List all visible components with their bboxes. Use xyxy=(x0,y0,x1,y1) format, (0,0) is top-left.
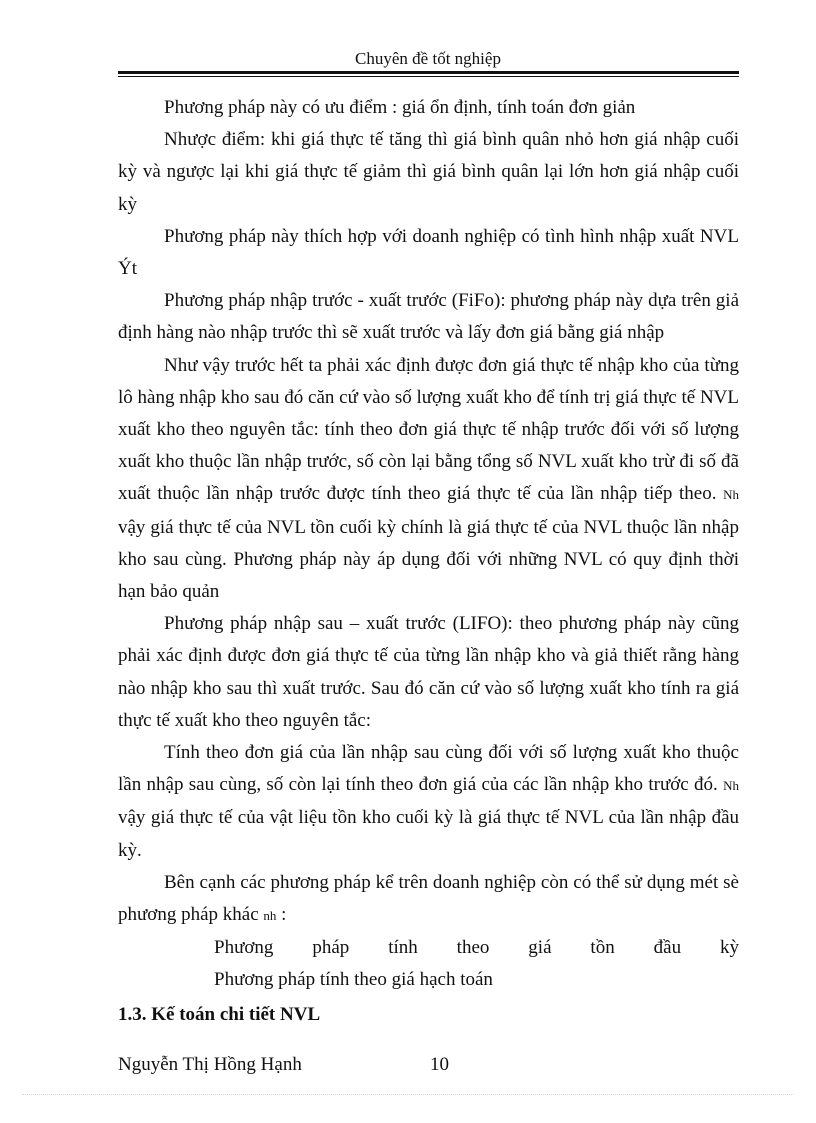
other-methods-text: Bên cạnh các phương pháp kể trên doanh nghiệp còn có thể sử dụng mét sè phương pháp khác xyxy=(118,871,739,926)
paragraph-fifo: Phương pháp nhập trước - xuất trước (FiFo): phương pháp này dựa trên giả định hàng nào nhập trước thì sẽ xuất trước và lấy đơn giá bằng giá nhập xyxy=(118,290,739,344)
paragraph-lifo: Phương pháp nhập sau – xuất trước (LIFO): theo phương pháp này cũng phải xác định được đơn giá thực tế của từng lần nhập kho và giả thiết rằng hàng nào nhập kho sau thì xuất trước. Sau đó căn cứ vào số lượng xuất kho tính ra giá thực tế xuất kho theo nguyên tắc: xyxy=(118,613,739,731)
page-bottom-border xyxy=(22,1094,794,1095)
other-methods-colon: : xyxy=(281,904,287,926)
paragraph-lifo-detail xyxy=(118,737,739,867)
section-heading: 1.3. Kế toán chi tiết NVL xyxy=(118,1003,321,1025)
method-list-item: Phương pháp tính theo giá tồn đầu kỳ xyxy=(214,937,739,959)
nh-fragment: Nh xyxy=(723,487,739,503)
header-rule-thin xyxy=(118,76,739,77)
footer-page-number: 10 xyxy=(430,1054,449,1075)
fifo-detail-continuation: vậy giá thực tế của NVL tồn cuối kỳ chính là giá thực tế của NVL thuộc lần nhập kho sau cùng. Phương pháp này áp dụng đối với những NVL có quy định thời hạn bảo quản xyxy=(118,516,739,603)
header-rule-thick xyxy=(118,71,739,74)
paragraph-disadvantage: Nhược điểm: khi giá thực tế tăng thì giá bình quân nhỏ hơn giá nhập cuối kỳ và ngược lại khi giá thực tế giảm thì giá bình quân lại lớn hơn giá nhập cuối kỳ xyxy=(118,129,739,215)
page-header-title: Chuyên đề tốt nghiệp xyxy=(355,49,501,68)
document-body xyxy=(118,92,739,1031)
lifo-detail-text: Tính theo đơn giá của lần nhập sau cùng đối với số lượng xuất kho thuộc lần nhập sau cùng, số còn lại tính theo đơn giá của các lần nhập kho trước đó. xyxy=(118,742,739,796)
nh-fragment: Nh xyxy=(723,778,740,794)
footer-author: Nguyễn Thị Hồng Hạnh xyxy=(118,1054,302,1075)
nh-fragment: nh xyxy=(263,908,277,924)
paragraph-fifo-detail xyxy=(118,350,739,609)
paragraph-advantage: Phương pháp này có ưu điểm : giá ổn định, tính toán đơn giản xyxy=(164,97,636,118)
method-list-item: Phương pháp tính theo giá hạch toán xyxy=(214,969,493,991)
paragraph-other-methods xyxy=(118,867,739,932)
paragraph-suitability: Phương pháp này thích hợp với doanh nghiệp có tình hình nhập xuất NVL Ýt xyxy=(118,225,739,280)
lifo-detail-continuation: vậy giá thực tế của vật liệu tồn kho cuối kỳ là giá thực tế NVL của lần nhập đầu kỳ. xyxy=(118,807,739,861)
fifo-detail-text: Như vậy trước hết ta phải xác định được đơn giá thực tế nhập kho của từng lô hàng nhập kho sau đó căn cứ vào số lượng xuất kho để tính trị giá thực tế NVL xuất kho theo nguyên tắc: tính theo đơn giá thực tế nhập trước đối với số lượng xuất kho thuộc lần nhập trước, số còn lại bằng tổng số NVL xuất kho trừ đi số đã xuất thuộc lần nhập trước được tính theo giá thực tế của lần nhập tiếp theo. xyxy=(118,354,739,505)
